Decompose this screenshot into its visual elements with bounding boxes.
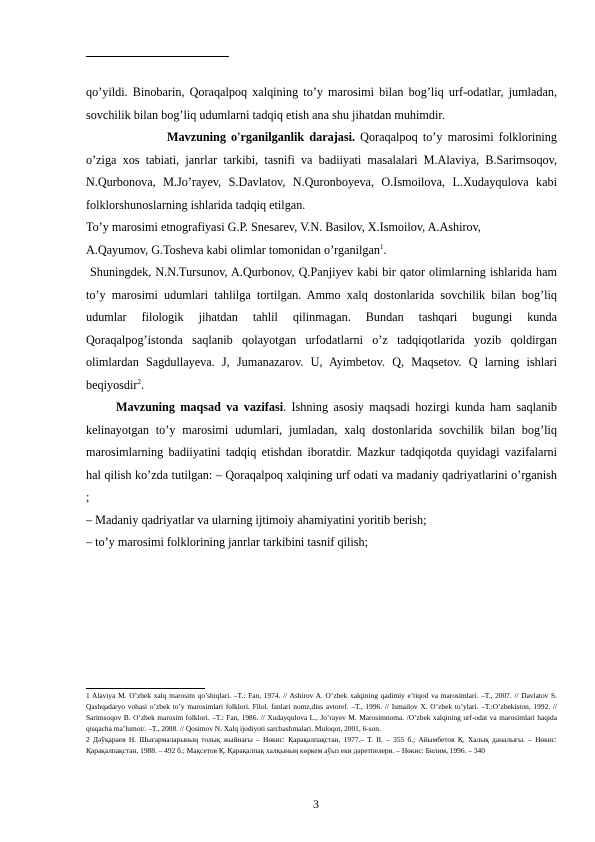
footnote-ref-1[interactable]: 1	[379, 242, 384, 251]
heading-goals: Mavzuning maqsad va vazifasi	[116, 400, 284, 414]
list-item-genres: – to’y marosimi folklorining janrlar tarkibini tasnif qilish;	[86, 535, 368, 549]
footnote-1: 1 Alaviya M. O’zbek xalq marosim qo’shiqlari. –T.: Fan, 1974. // Ashirov A. O’zbek xalqining qadimiy e’tiqod va marosimlari. –T., 2007. // Davlatov S. Qashqadaryo vohasi o’zbek to’y marosimlari folklori. Filol. fanlari nomz.diss avtoref. –T., 1996. // Ismailov X. O’zbek to’ylari. –T.:O’zbekiston, 1992. // Sarimsoqov B. O’zbek marosim folklori. –T.: Fan, 1986. // Xudayqulova L., Jo’rayev M. Marosimnoma. /O’zbek xalqining urf-odat va marosimlari haqida qisqacha ma’lumot/. –T., 2008. // Qosimov N. Xalq ijodiyoti sarchashmalari. Muloqot, 2001, 6-son.	[86, 691, 557, 734]
heading-study-level: Mavzuning o'rganilganlik darajasi.	[167, 130, 356, 144]
paragraph-researchers: Shuningdek, N.N.Tursunov, A.Qurbonov, Q.Panjiyev kabi bir qator olimlarning ishlarida ham to’y marosimi udumlari tahlilga tortilgan. Ammo xalq dostonlarida sovchilik bilan bog’liq udumlar filologik jihatdan tahlil qilinmagan. Bundan tashqari bugungi kunda Qoraqalpog’istonda saqlanib qolayotgan urfodatlarni o’z tadqiqotlarida yozib qoldirgan olimlardan Sagdullayeva. J, Jumanazarov. U, Ayimbetov. Q, Maqsetov. Q larning ishlari beqiyosdir$^2$.	[86, 265, 557, 392]
paragraph-goals: Mavzuning maqsad va vazifasi. Ishning asosiy maqsadi hozirgi kunda ham saqlanib kelinayotgan to’y marosimi udumlari, jumladan, xalq dostonlarida sovchilik bilan bog’liq marosimlarning badiiyatini tadqiq etishdan iboratdir. Mazkur tadqiqotda quyidagi vazifalarni hal qilish ko’zda tutilgan: – Qoraqalpoq xalqining urf odati va madaniy qadriyatlarini o’rganish ;	[86, 400, 557, 504]
footnotes	[86, 690, 557, 757]
paragraph-intro: qo’yildi. Binobarin, Qoraqalpoq xalqining to’y marosimi bilan bog’liq urf-odatlar, jumladan, sovchilik bilan bog’liq udumlarni tadqiq etish ana shu jihatdan muhimdir.	[86, 85, 557, 122]
footnote-ref-2[interactable]: 2	[137, 377, 141, 386]
paragraph-study-level: Mavzuning o'rganilganlik darajasi. Qoraqalpoq to’y marosimi folklorining o’ziga xos tabiati, janrlar tarkibi, tasnifi va badiiyati masalalari M.Alaviya, B.Sarimsoqov, N.Qurbonova, M.Jo’rayev, S.Davlatov, N.Quronboyeva, O.Ismoilova, L.Xudayqulova kabi folklorshunoslarning ishlarida tadqiq etilgan.	[86, 130, 557, 212]
footnote-2: 2 Дәўқараев Н. Шығармаларының толық жыйнағы – Нөкис: Қарақалпақстан, 1977.– Т. II. – 355 б.; Айымбетов Қ. Халық даналығы. – Нөкис: Қарақалпақстан, 1988. – 492 б.; Мақсетов Қ. Қарақалпақ халқының көркем аўыз еки дәретпелери. – Нөкис: Билим, 1996. – 340	[86, 735, 557, 756]
paragraph-ethnography-line1: To’y marosimi etnografiyasi G.P. Snesarev, V.N. Basilov, X.Ismoilov, A.Ashirov,	[86, 220, 481, 234]
footnote-separator	[86, 688, 205, 689]
top-separator-line	[86, 56, 229, 57]
page-number: 3	[313, 797, 319, 811]
paragraph-ethnography-line2: A.Qayumov, G.Tosheva kabi olimlar tomonidan o’rganilgan$^1$.	[86, 242, 387, 257]
list-item-values: – Madaniy qadriyatlar va ularning ijtimoiy ahamiyatini yoritib berish;	[86, 512, 427, 527]
document-body	[86, 81, 557, 554]
